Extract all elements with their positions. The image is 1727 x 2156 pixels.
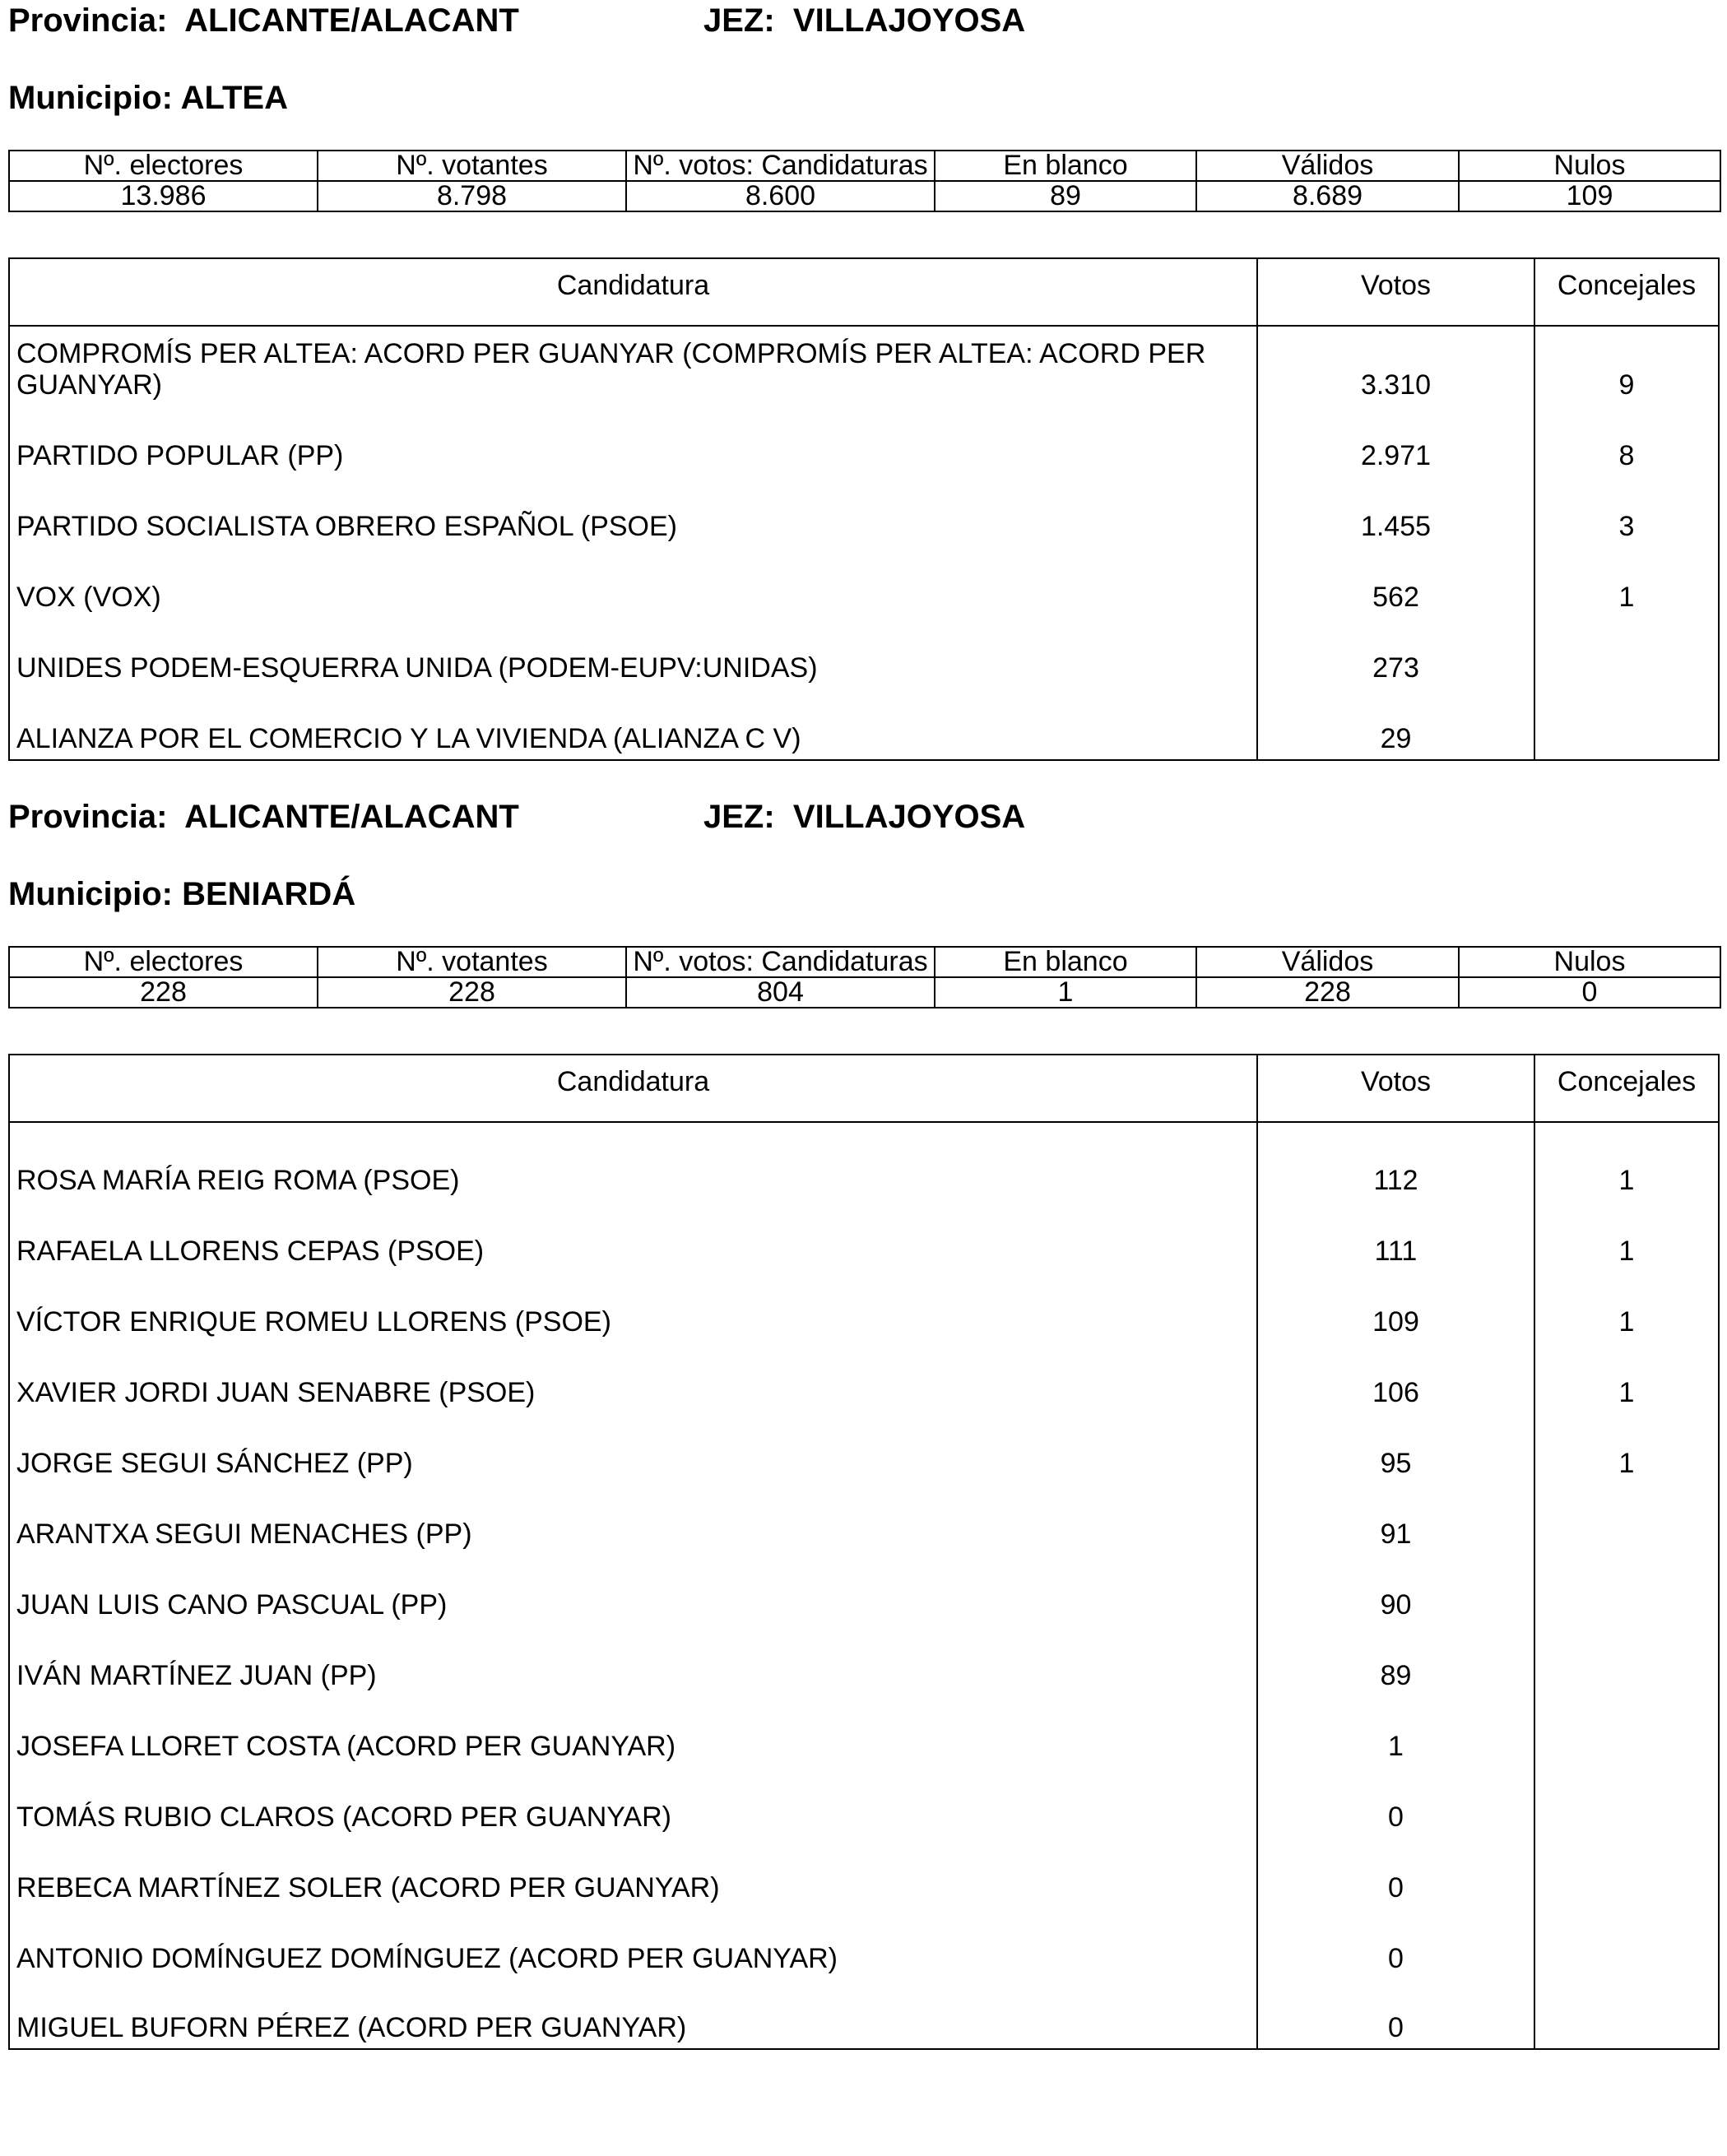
candidatura-cell: JOSEFA LLORET COSTA (ACORD PER GUANYAR)	[10, 1696, 1258, 1767]
municipio-header	[8, 79, 288, 117]
summary-value-cell: 13.986	[9, 181, 318, 211]
summary-header-cell: Nulos	[1459, 947, 1720, 977]
candidatura-cell: UNIDES PODEM-ESQUERRA UNIDA (PODEM-EUPV:UNIDAS)	[10, 618, 1258, 689]
jez-value: VILLAJOYOSA	[792, 2, 1026, 39]
table-row	[10, 1123, 1718, 1201]
summary-value-cell: 228	[1196, 977, 1459, 1008]
summary-value-cell: 109	[1459, 181, 1720, 211]
summary-header-cell: Nº. votos: Candidaturas	[626, 947, 935, 977]
summary-value-cell: 228	[9, 977, 318, 1008]
votos-cell: 0	[1258, 1979, 1535, 2048]
candidatura-cell: RAFAELA LLORENS CEPAS (PSOE)	[10, 1201, 1258, 1272]
municipio-label: Municipio:	[8, 80, 173, 116]
votos-cell: 89	[1258, 1625, 1535, 1696]
jez-value: VILLAJOYOSA	[792, 799, 1026, 835]
votos-header: Votos	[1258, 1055, 1535, 1121]
results-table	[8, 257, 1720, 761]
summary-header-cell: Nulos	[1459, 151, 1720, 181]
table-row	[10, 1838, 1718, 1908]
concejales-cell	[1535, 1696, 1718, 1767]
summary-value-row	[9, 977, 1720, 1008]
candidatura-cell: XAVIER JORDI JUAN SENABRE (PSOE)	[10, 1342, 1258, 1413]
table-row	[10, 1908, 1718, 1979]
provincia-value: ALICANTE/ALACANT	[184, 2, 519, 39]
votos-cell: 0	[1258, 1908, 1535, 1979]
results-header-row	[10, 1055, 1718, 1123]
summary-value-cell: 89	[935, 181, 1196, 211]
summary-header-row	[9, 151, 1720, 181]
candidatura-header: Candidatura	[10, 1055, 1258, 1121]
votos-cell: 562	[1258, 547, 1535, 618]
summary-value-cell: 8.689	[1196, 181, 1459, 211]
summary-value-cell: 0	[1459, 977, 1720, 1008]
table-row	[10, 1342, 1718, 1413]
municipio-header	[8, 875, 355, 913]
municipio-label: Municipio:	[8, 876, 173, 912]
table-row	[10, 1413, 1718, 1484]
table-row	[10, 1201, 1718, 1272]
concejales-cell	[1535, 1838, 1718, 1908]
municipio-value: BENIARDÁ	[182, 876, 356, 912]
summary-value-cell: 804	[626, 977, 935, 1008]
concejales-header: Concejales	[1557, 270, 1697, 301]
votos-cell: 91	[1258, 1484, 1535, 1555]
candidatura-cell: ARANTXA SEGUI MENACHES (PP)	[10, 1484, 1258, 1555]
table-row	[10, 1272, 1718, 1342]
table-row	[10, 1696, 1718, 1767]
candidatura-cell: TOMÁS RUBIO CLAROS (ACORD PER GUANYAR)	[10, 1767, 1258, 1838]
candidatura-cell: ANTONIO DOMÍNGUEZ DOMÍNGUEZ (ACORD PER GUANYAR)	[10, 1908, 1258, 1979]
table-row	[10, 476, 1718, 547]
candidatura-cell: JUAN LUIS CANO PASCUAL (PP)	[10, 1555, 1258, 1625]
votos-cell: 3.310	[1258, 327, 1535, 406]
candidatura-cell: MIGUEL BUFORN PÉREZ (ACORD PER GUANYAR)	[10, 1979, 1258, 2048]
summary-value-cell: 8.798	[318, 181, 626, 211]
summary-header-cell: Nº. electores	[9, 947, 318, 977]
summary-header-row	[9, 947, 1720, 977]
votos-cell: 1	[1258, 1696, 1535, 1767]
votos-cell: 0	[1258, 1767, 1535, 1838]
summary-table	[8, 946, 1721, 1008]
summary-value-cell: 1	[935, 977, 1196, 1008]
summary-value-row	[9, 181, 1720, 211]
concejales-cell: 1	[1618, 1306, 1635, 1338]
concejales-cell: 1	[1618, 1448, 1635, 1479]
provincia-header	[8, 2, 519, 39]
votos-cell: 2.971	[1258, 406, 1535, 476]
votos-cell: 106	[1258, 1342, 1535, 1413]
table-row	[10, 1484, 1718, 1555]
concejales-cell: 9	[1618, 369, 1635, 401]
votos-cell: 111	[1258, 1201, 1535, 1272]
candidatura-cell: IVÁN MARTÍNEZ JUAN (PP)	[10, 1625, 1258, 1696]
table-row	[10, 1555, 1718, 1625]
concejales-cell	[1535, 618, 1718, 689]
table-row	[10, 689, 1718, 759]
summary-header-cell: Nº. votantes	[318, 947, 626, 977]
table-row	[10, 406, 1718, 476]
candidatura-cell: COMPROMÍS PER ALTEA: ACORD PER GUANYAR (COMPROMÍS PER ALTEA: ACORD PER GUANYAR)	[10, 327, 1258, 406]
jez-header	[703, 2, 1025, 39]
table-row	[10, 1979, 1718, 2048]
results-header-row	[10, 259, 1718, 327]
candidatura-cell: REBECA MARTÍNEZ SOLER (ACORD PER GUANYAR)	[10, 1838, 1258, 1908]
summary-header-cell: Nº. votantes	[318, 151, 626, 181]
candidatura-cell: VOX (VOX)	[10, 547, 1258, 618]
votos-cell: 109	[1258, 1272, 1535, 1342]
summary-value-cell: 8.600	[626, 181, 935, 211]
concejales-cell: 8	[1618, 440, 1635, 471]
concejales-cell: 1	[1618, 1377, 1635, 1408]
table-row	[10, 547, 1718, 618]
concejales-cell: 1	[1618, 1236, 1635, 1267]
candidatura-cell: ROSA MARÍA REIG ROMA (PSOE)	[10, 1123, 1258, 1201]
votos-header: Votos	[1258, 259, 1535, 325]
candidatura-cell: VÍCTOR ENRIQUE ROMEU LLORENS (PSOE)	[10, 1272, 1258, 1342]
provincia-value: ALICANTE/ALACANT	[184, 799, 519, 835]
concejales-cell	[1535, 1555, 1718, 1625]
concejales-cell	[1535, 1979, 1718, 2048]
summary-header-cell: En blanco	[935, 947, 1196, 977]
summary-header-cell: En blanco	[935, 151, 1196, 181]
provincia-label: Provincia:	[8, 799, 168, 835]
provincia-header	[8, 798, 519, 836]
votos-cell: 29	[1258, 689, 1535, 759]
concejales-cell: 1	[1618, 1165, 1635, 1196]
votos-cell: 112	[1258, 1123, 1535, 1201]
results-table	[8, 1054, 1720, 2050]
candidatura-header: Candidatura	[10, 259, 1258, 325]
table-row	[10, 618, 1718, 689]
municipio-value: ALTEA	[180, 80, 288, 116]
concejales-header: Concejales	[1557, 1066, 1697, 1097]
provincia-label: Provincia:	[8, 2, 168, 39]
concejales-cell	[1535, 1625, 1718, 1696]
jez-label: JEZ:	[703, 2, 775, 39]
candidatura-cell: ALIANZA POR EL COMERCIO Y LA VIVIENDA (ALIANZA C V)	[10, 689, 1258, 759]
votos-cell: 90	[1258, 1555, 1535, 1625]
concejales-cell: 1	[1618, 582, 1635, 613]
concejales-cell	[1535, 1484, 1718, 1555]
table-row	[10, 1625, 1718, 1696]
summary-header-cell: Nº. votos: Candidaturas	[626, 151, 935, 181]
summary-table	[8, 150, 1721, 212]
table-row	[10, 327, 1718, 406]
concejales-cell	[1535, 1908, 1718, 1979]
votos-cell: 1.455	[1258, 476, 1535, 547]
candidatura-cell: PARTIDO SOCIALISTA OBRERO ESPAÑOL (PSOE)	[10, 476, 1258, 547]
concejales-cell: 3	[1618, 511, 1635, 542]
votos-cell: 95	[1258, 1413, 1535, 1484]
votos-cell: 273	[1258, 618, 1535, 689]
jez-label: JEZ:	[703, 799, 775, 835]
summary-header-cell: Nº. electores	[9, 151, 318, 181]
concejales-cell	[1535, 689, 1718, 759]
summary-value-cell: 228	[318, 977, 626, 1008]
candidatura-cell: JORGE SEGUI SÁNCHEZ (PP)	[10, 1413, 1258, 1484]
votos-cell: 0	[1258, 1838, 1535, 1908]
candidatura-cell: PARTIDO POPULAR (PP)	[10, 406, 1258, 476]
table-row	[10, 1767, 1718, 1838]
summary-header-cell: Válidos	[1196, 151, 1459, 181]
jez-header	[703, 798, 1025, 836]
summary-header-cell: Válidos	[1196, 947, 1459, 977]
concejales-cell	[1535, 1767, 1718, 1838]
